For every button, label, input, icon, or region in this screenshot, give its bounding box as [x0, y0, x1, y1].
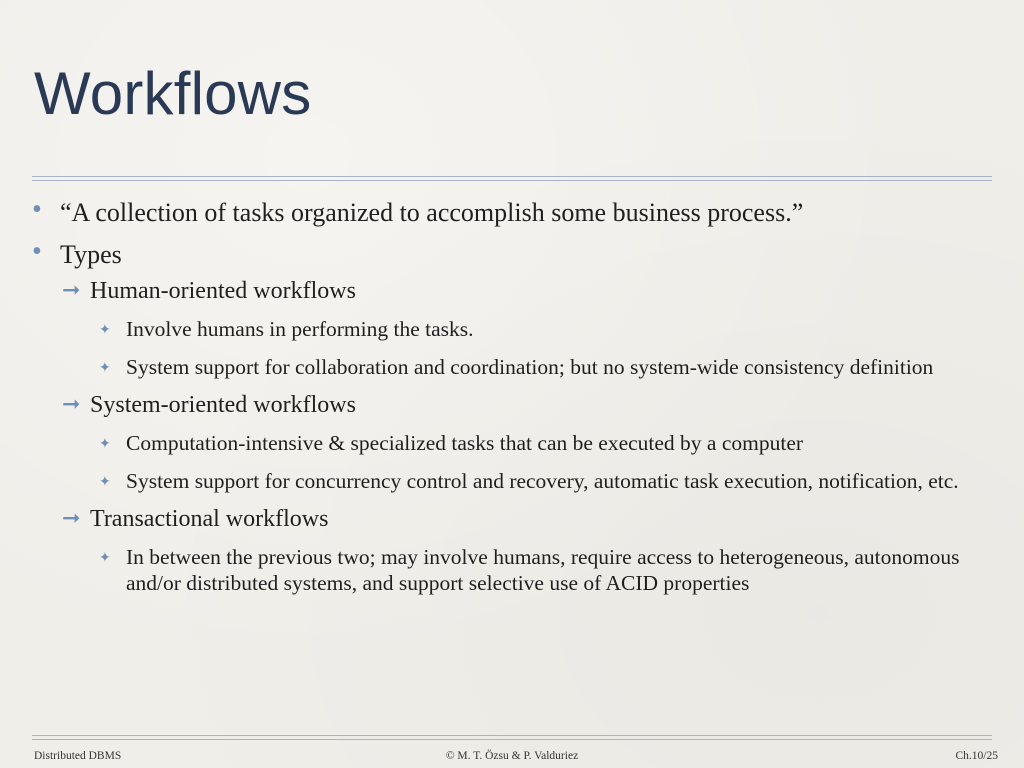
type-point-text: System support for collaboration and coordination; but no system-wide consistency definition — [126, 355, 934, 379]
type-point-text: Computation-intensive & specialized tasks that can be executed by a computer — [126, 431, 804, 455]
title-divider-line — [32, 180, 992, 181]
type-label: Transactional workflows — [90, 506, 329, 532]
type-label: Human-oriented workflows — [90, 278, 356, 304]
type-point — [32, 544, 992, 596]
bullet-dot-icon: • — [32, 194, 42, 225]
type-point-text: In between the previous two; may involve humans, require access to heterogeneous, autonomous and/or distributed systems, and support selective use of ACID properties — [126, 545, 960, 595]
star-bullet-icon: ✦ — [99, 436, 111, 452]
type-point-text: System support for concurrency control and recovery, automatic task execution, notification, etc. — [126, 469, 959, 493]
bullet-item — [32, 196, 992, 230]
type-point — [32, 316, 992, 342]
bullet-item — [32, 238, 992, 272]
bullet-dot-icon: • — [32, 236, 42, 267]
slide-body — [32, 196, 992, 608]
arrow-right-icon: ➞ — [62, 278, 81, 303]
footer-divider-line — [32, 739, 992, 740]
bullet-text: Types — [60, 240, 122, 269]
arrow-right-icon: ➞ — [62, 392, 81, 417]
footer-divider-line — [32, 735, 992, 736]
footer-course-name: Distributed DBMS — [34, 750, 122, 762]
type-label: System-oriented workflows — [90, 392, 356, 418]
type-item — [32, 390, 992, 420]
title-divider-line — [32, 176, 992, 177]
type-point — [32, 354, 992, 380]
type-point-text: Involve humans in performing the tasks. — [126, 317, 474, 341]
slide-title: Workflows — [34, 60, 312, 127]
bullet-text: “A collection of tasks organized to accomplish some business process.” — [60, 198, 804, 227]
star-bullet-icon: ✦ — [99, 550, 111, 566]
star-bullet-icon: ✦ — [99, 360, 111, 376]
arrow-right-icon: ➞ — [62, 506, 81, 531]
type-item — [32, 504, 992, 534]
star-bullet-icon: ✦ — [99, 474, 111, 490]
type-point — [32, 430, 992, 456]
type-point — [32, 468, 992, 494]
footer-copyright: © M. T. Özsu & P. Valduriez — [445, 750, 579, 762]
footer-page-number: Ch.10/25 — [955, 750, 998, 762]
type-item — [32, 276, 992, 306]
star-bullet-icon: ✦ — [99, 322, 111, 338]
